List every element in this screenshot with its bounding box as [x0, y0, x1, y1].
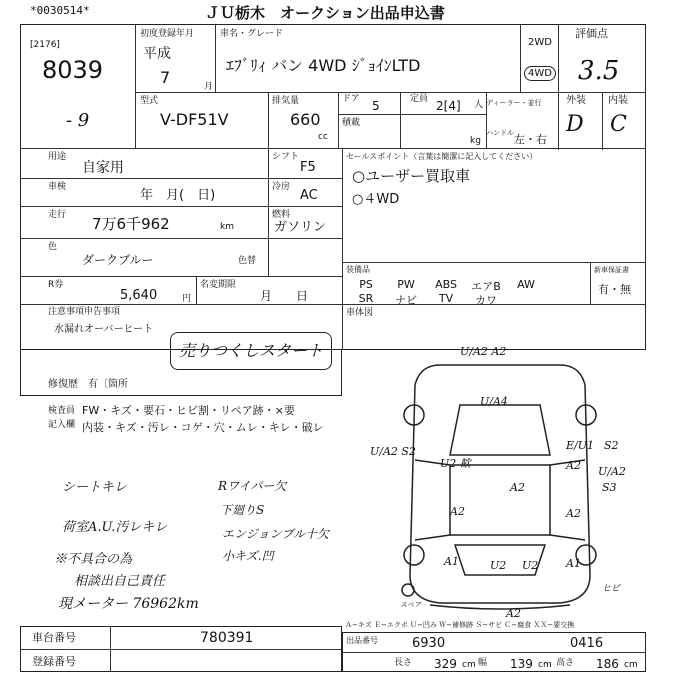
seats-unit: 人: [474, 100, 484, 110]
inspection-value: 年 月( 日): [140, 188, 216, 203]
color-value: ダークブルー: [82, 253, 154, 267]
cc-unit: cc: [318, 132, 328, 142]
inspect-label-1: 検査員: [48, 406, 76, 416]
diagram-code: A2: [450, 505, 465, 518]
lot-number: 8039: [42, 56, 104, 84]
handle-label: ハンドル: [486, 129, 514, 137]
ac-label: 冷房: [272, 182, 291, 192]
hand-note: 下廻りS: [220, 503, 265, 517]
len-unit: cm: [462, 660, 476, 670]
len-label: 長さ: [394, 658, 413, 668]
score-label: 評価点: [575, 27, 608, 40]
damage-legend: Ａ−キズ Ｅ−エクボ Ｕ−凹み Ｗ−補修跡 Ｓ−サビ Ｃ−腐食 ＸＸ−要交換: [345, 621, 575, 629]
diagram-code: A1: [566, 557, 581, 570]
ext-value: D: [566, 112, 584, 137]
door-label: ドア: [342, 94, 360, 104]
drive-4wd: 4WD: [524, 66, 556, 81]
cc-value: 660: [290, 110, 321, 129]
diagram-code: A2: [566, 459, 581, 472]
recycle-label: R券: [48, 280, 64, 290]
color-code-label: 色替: [238, 256, 257, 266]
diagram-code: U2: [490, 559, 507, 572]
mileage-label: 走行: [48, 210, 67, 220]
equipment-label: 装備品: [346, 265, 370, 274]
equip-cell: PS: [359, 278, 373, 291]
diagram-code: U/A2 S2: [370, 445, 416, 458]
model-label: 型式: [140, 96, 159, 106]
wid-value: 139: [510, 657, 533, 671]
hand-note: Rワイパー欠: [218, 479, 287, 493]
equip-cell: SR: [358, 292, 374, 305]
hei-unit: cm: [624, 660, 638, 670]
entry-value-1: 6930: [412, 636, 446, 651]
hand-note: シートキレ: [62, 480, 127, 495]
diagram-code: U2 歓: [440, 457, 471, 470]
manual-label: 新車保証書: [594, 266, 629, 274]
chassis-value: 780391: [200, 630, 254, 646]
equip-cell: エアB: [471, 280, 501, 293]
diagram-code: U/A4: [480, 395, 508, 408]
vehicle-diagram: [370, 345, 626, 620]
equip-cell: ABS: [435, 278, 457, 291]
seats-value: 2[4]: [436, 99, 461, 113]
seats-label: 定員: [410, 94, 429, 104]
car-label: 車名・グレード: [220, 29, 284, 39]
hand-note: ※不具合の為: [54, 552, 133, 567]
notes-label: 注意事項申告事項: [48, 307, 121, 317]
color-label: 色: [48, 242, 58, 252]
chassis-label: 車台番号: [32, 631, 76, 644]
diagram-label: 車体図: [346, 308, 374, 318]
diagram-code: A2: [510, 481, 525, 494]
equip-cell: ナビ: [395, 294, 417, 307]
hei-value: 186: [596, 657, 619, 671]
diagram-code: A2: [566, 507, 581, 520]
use-label: 用途: [48, 152, 67, 162]
lot-small: - 9: [66, 110, 90, 131]
wid-label: 幅: [478, 658, 488, 668]
diagram-code: U2: [522, 559, 539, 572]
lot-tag: [2176]: [30, 40, 60, 50]
mileage-value: 7万6千962: [92, 215, 170, 233]
model-value: V-DF51V: [160, 110, 229, 129]
sales-point-2: ○４WD: [352, 192, 400, 207]
ac-value: AC: [300, 188, 318, 203]
notes-text: 水漏れオーバーヒート: [54, 324, 154, 335]
expiry-value: 月 日: [260, 289, 309, 303]
reg-year: 7: [160, 68, 171, 87]
load-label: 積載: [342, 118, 361, 128]
entry-label: 出品番号: [346, 636, 378, 645]
sales-point-1: ○ユーザー買取車: [352, 167, 471, 185]
diagram-code: U/A2: [598, 465, 626, 478]
dealer-label: ディーラー・並行: [486, 99, 542, 107]
recycle-value: 5,640: [120, 288, 158, 303]
inspect-row-2: 内装・キズ・汚レ・コゲ・穴・ムレ・キレ・破レ: [82, 421, 324, 434]
diagram-code: E/U1: [566, 439, 595, 452]
equip-cell: カワ: [475, 294, 497, 307]
manual-value: 有・無: [598, 283, 631, 296]
mileage-unit: km: [220, 222, 234, 232]
score-value: 3.5: [578, 56, 620, 86]
diagram-code: A2: [506, 607, 521, 620]
inspection-label: 車検: [48, 182, 67, 192]
shift-label: シフト: [272, 152, 300, 162]
fuel-value: ガソリン: [274, 220, 327, 235]
inspect-label-2: 記入欄: [48, 420, 76, 430]
int-label: 内装: [608, 95, 628, 106]
hand-note: 現メーター 76962km: [58, 596, 199, 612]
hand-note: 荷室A.U.汚レキレ: [62, 520, 168, 535]
len-value: 329: [434, 657, 457, 671]
int-value: C: [610, 112, 627, 137]
diagram-code: A1: [444, 555, 459, 568]
expiry-label: 名変期限: [200, 280, 237, 290]
reg-era: 平成: [143, 46, 171, 62]
load-unit: kg: [470, 136, 481, 146]
door-value: 5: [372, 99, 380, 113]
drive-2wd: 2WD: [528, 37, 552, 48]
equip-cell: PW: [397, 278, 415, 291]
car-name: ｴﾌﾞﾘｨ バン 4WD ｼﾞｮｲﾝLTD: [226, 56, 421, 75]
diagram-code: U/A2 A2: [460, 345, 507, 358]
use-value: 自家用: [82, 160, 124, 176]
hei-label: 高さ: [556, 658, 575, 668]
handle-value: 左・右: [514, 133, 547, 146]
fuel-label: 燃料: [272, 210, 291, 220]
equip-cell: TV: [438, 292, 454, 305]
diagram-code: スペア: [400, 601, 421, 609]
repair-value: 有〔箇所: [88, 379, 128, 390]
wid-unit: cm: [538, 660, 552, 670]
notes-stamp: 売りつくしスタート: [170, 332, 332, 370]
equip-cell: AW: [517, 278, 535, 291]
inspect-row-1: FW・キズ・要石・ヒビ割・リペア跡・×要: [82, 404, 295, 417]
reg-label: 初度登録年月: [140, 29, 195, 39]
reg-month-unit: 月: [204, 82, 214, 92]
cc-label: 排気量: [272, 96, 300, 106]
recycle-unit: 円: [182, 294, 192, 304]
sales-points-label: セールスポイント（言葉は簡潔に記入してください）: [346, 152, 538, 161]
diagram-code: S3: [602, 481, 617, 494]
diagram-code: S2: [604, 439, 619, 452]
regno-label: 登録番号: [32, 655, 76, 668]
repair-frame: [20, 350, 342, 396]
entry-value-2: 0416: [570, 636, 604, 651]
hand-note: 小キズ.凹: [222, 549, 274, 563]
diagram-code: ヒビ: [602, 584, 621, 594]
shift-value: F5: [300, 160, 316, 175]
ext-label: 外装: [566, 95, 586, 106]
header-serial: *0030514*: [30, 4, 90, 17]
hand-note: エンジョンブル十欠: [222, 527, 329, 541]
repair-label: 修復歴: [48, 379, 78, 390]
form-title: ＪＵ栃木 オークション出品申込書: [205, 4, 445, 22]
hand-note: 相談出自己責任: [74, 574, 166, 589]
